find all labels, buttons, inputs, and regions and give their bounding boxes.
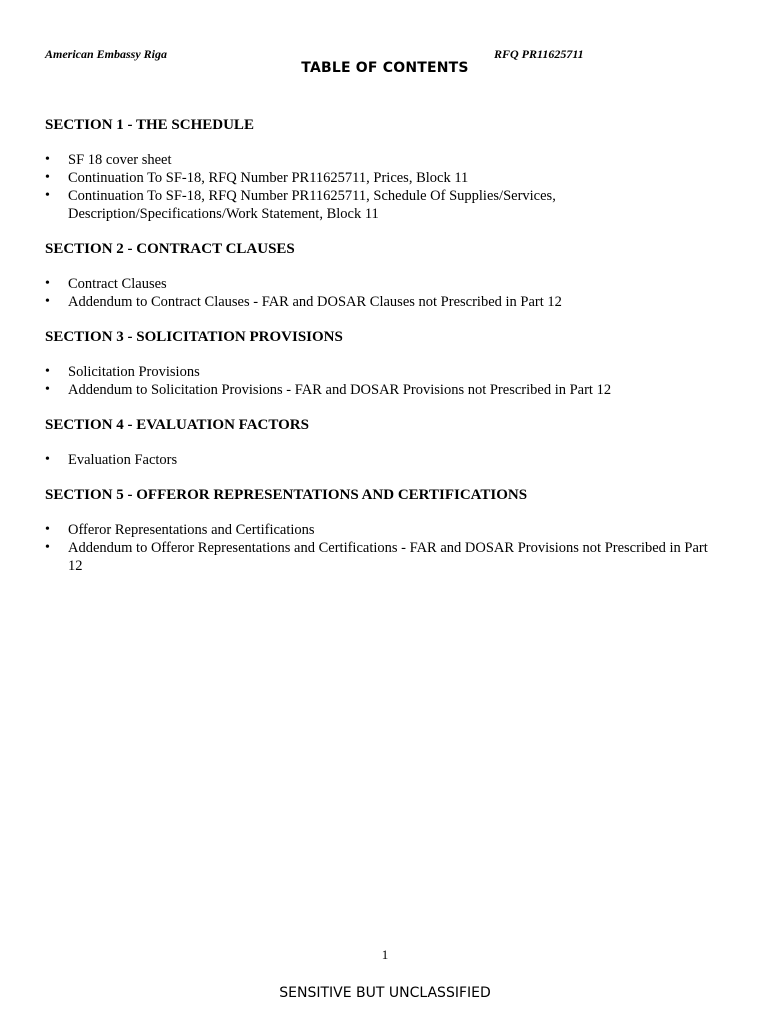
bullet-icon: • bbox=[45, 540, 50, 555]
bullet-icon: • bbox=[45, 188, 50, 203]
list-item-text: Solicitation Provisions bbox=[68, 364, 200, 380]
header-rfq-number: RFQ PR11625711 bbox=[494, 47, 584, 61]
bullet-icon: • bbox=[45, 152, 50, 167]
bullet-icon: • bbox=[45, 452, 50, 467]
list-item bbox=[45, 451, 725, 469]
section-2 bbox=[45, 240, 725, 311]
list-item bbox=[45, 363, 725, 381]
section-item-list bbox=[45, 451, 725, 469]
list-item bbox=[45, 151, 725, 169]
list-item-text: Offeror Representations and Certifications bbox=[68, 522, 315, 538]
section-item-list bbox=[45, 275, 725, 311]
list-item-text: Addendum to Solicitation Provisions - FAR and DOSAR Provisions not Prescribed in Part 12 bbox=[68, 382, 612, 398]
list-item-text: Continuation To SF-18, RFQ Number PR11625711, Prices, Block 11 bbox=[68, 170, 469, 186]
section-1 bbox=[45, 116, 725, 223]
list-item bbox=[45, 187, 725, 223]
list-item bbox=[45, 381, 725, 399]
list-item bbox=[45, 521, 725, 539]
bullet-icon: • bbox=[45, 294, 50, 309]
list-item-text: Evaluation Factors bbox=[68, 452, 178, 468]
list-item bbox=[45, 275, 725, 293]
section-item-list bbox=[45, 363, 725, 399]
section-heading: SECTION 4 - EVALUATION FACTORS bbox=[45, 417, 309, 433]
section-4 bbox=[45, 416, 725, 469]
list-item bbox=[45, 293, 725, 311]
bullet-icon: • bbox=[45, 170, 50, 185]
list-item-text: Contract Clauses bbox=[68, 276, 167, 292]
section-heading: SECTION 2 - CONTRACT CLAUSES bbox=[45, 241, 295, 257]
list-item-text: Addendum to Contract Clauses - FAR and DOSAR Clauses not Prescribed in Part 12 bbox=[68, 294, 562, 310]
section-heading: SECTION 1 - THE SCHEDULE bbox=[45, 117, 254, 133]
section-5 bbox=[45, 486, 725, 575]
list-item bbox=[45, 169, 725, 187]
page-number: 1 bbox=[381, 947, 389, 962]
section-item-list bbox=[45, 151, 725, 223]
list-item bbox=[45, 539, 725, 575]
list-item-text: Addendum to Offeror Representations and Certifications - FAR and DOSAR Provisions not Prescribed in Part 12 bbox=[68, 540, 708, 574]
section-heading: SECTION 3 - SOLICITATION PROVISIONS bbox=[45, 329, 343, 345]
list-item-text: Continuation To SF-18, RFQ Number PR11625711, Schedule Of Supplies/Services, Description/Specifications/Work Statement, Block 11 bbox=[68, 188, 556, 222]
section-heading: SECTION 5 - OFFEROR REPRESENTATIONS AND CERTIFICATIONS bbox=[45, 487, 528, 503]
classification-footer: SENSITIVE BUT UNCLASSIFIED bbox=[279, 985, 491, 1001]
bullet-icon: • bbox=[45, 364, 50, 379]
list-item-text: SF 18 cover sheet bbox=[68, 152, 172, 168]
section-item-list bbox=[45, 521, 725, 575]
page-title: TABLE OF CONTENTS bbox=[301, 60, 469, 76]
bullet-icon: • bbox=[45, 382, 50, 397]
bullet-icon: • bbox=[45, 522, 50, 537]
section-3 bbox=[45, 328, 725, 399]
table-of-contents bbox=[45, 116, 725, 592]
bullet-icon: • bbox=[45, 276, 50, 291]
header-embassy: American Embassy Riga bbox=[45, 47, 168, 61]
